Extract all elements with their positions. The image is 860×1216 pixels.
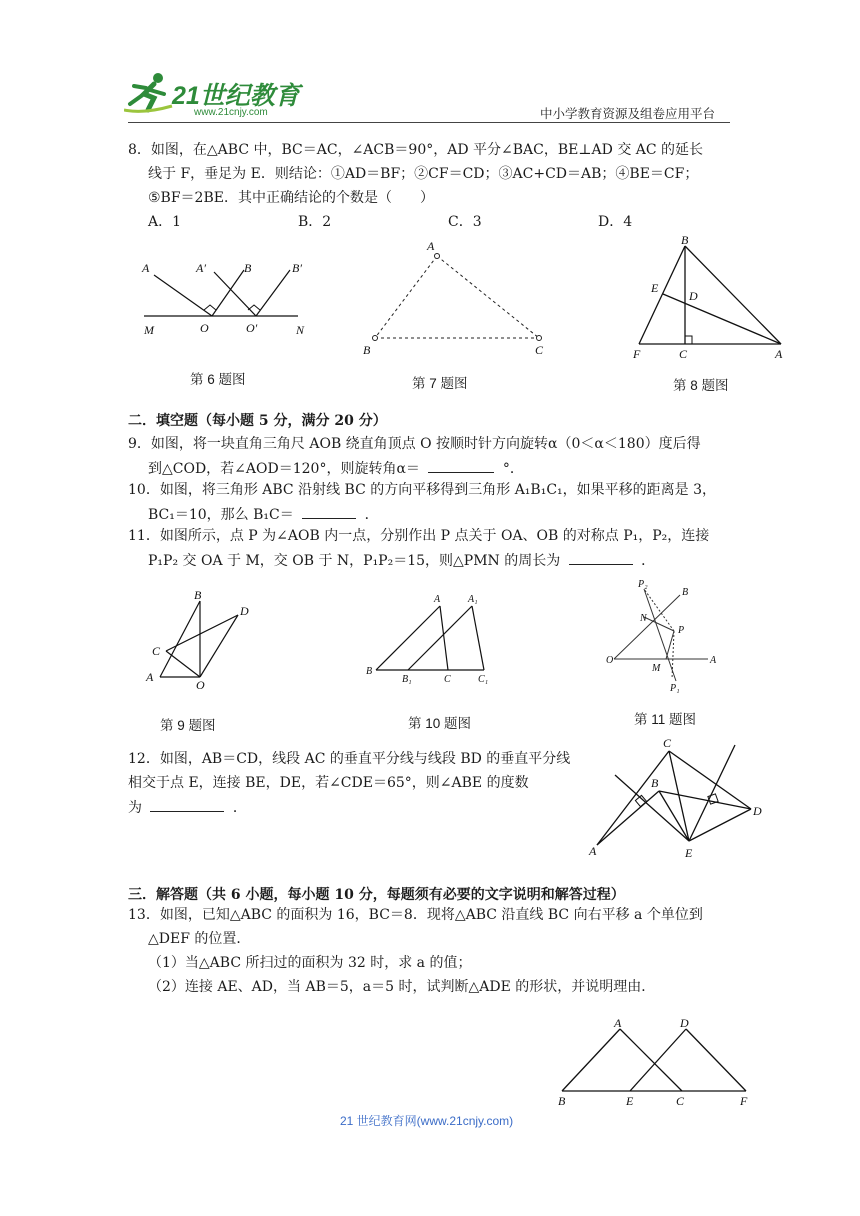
fig13-label-d: D bbox=[680, 1016, 689, 1030]
fig11-label-p1: P₁ bbox=[670, 683, 680, 694]
fig10-label-c1: C₁ bbox=[478, 674, 489, 685]
fig6-label-b: B bbox=[244, 261, 252, 275]
q9-line1: 9．如图，将一块直角三角尺 AOB 绕直角顶点 O 按顺时针方向旋转α（0＜α＜180）度后得 bbox=[128, 436, 701, 452]
section3-title: 三．解答题（共 6 小题，每小题 10 分，每题须有必要的文字说明和解答过程） bbox=[128, 887, 625, 903]
fig12-label-d: D bbox=[753, 804, 762, 818]
q12-line2: 相交于点 E，连接 BE，DE，若∠CDE＝65°，则∠ABE 的度数 bbox=[128, 775, 529, 791]
q13-line2: △DEF 的位置． bbox=[148, 931, 251, 947]
fig8-label-e: E bbox=[651, 281, 659, 295]
fig11-label-b: B bbox=[682, 587, 689, 598]
fig6-label-b-prime: B′ bbox=[292, 261, 302, 275]
figure-13 bbox=[550, 1015, 760, 1110]
fig10-caption: 第 10 题图 bbox=[408, 716, 472, 731]
figure-9 bbox=[140, 585, 260, 690]
fig6-label-n: N bbox=[296, 323, 305, 337]
header-divider bbox=[128, 122, 730, 123]
q10 bbox=[128, 478, 748, 527]
fig11-label-p: P bbox=[678, 625, 685, 636]
fig11-label-p2: P₂ bbox=[638, 579, 648, 590]
q12 bbox=[128, 747, 598, 820]
fig9-label-c: C bbox=[152, 644, 161, 658]
fig7-label-a: A bbox=[427, 239, 435, 253]
fig11-label-o: O bbox=[606, 655, 614, 666]
fig13-label-b: B bbox=[558, 1094, 566, 1108]
q11 bbox=[128, 524, 748, 573]
q11-line2-end: ． bbox=[641, 553, 656, 569]
fig11-label-n: N bbox=[640, 613, 647, 624]
q8-options bbox=[128, 210, 738, 234]
fig12-label-c: C bbox=[663, 736, 672, 750]
q12-answer-blank[interactable] bbox=[150, 795, 224, 812]
q9 bbox=[128, 432, 748, 481]
logo-url: www.21cnjy.com bbox=[194, 107, 268, 118]
fig12-label-b: B bbox=[651, 776, 659, 790]
q9-line2-text: 到△COD，若∠AOD＝120°，则旋转角α＝ bbox=[148, 461, 420, 477]
q12-line1: 12．如图，AB＝CD，线段 AC 的垂直平分线与线段 BD 的垂直平分线 bbox=[128, 751, 571, 767]
q12-line3 bbox=[128, 795, 598, 820]
fig6-label-a: A bbox=[142, 261, 150, 275]
fig11-label-a: A bbox=[710, 655, 717, 666]
figure-7 bbox=[355, 232, 555, 362]
fig10-label-b: B bbox=[366, 666, 373, 677]
fig7-caption: 第 7 题图 bbox=[412, 376, 468, 391]
fig9-caption: 第 9 题图 bbox=[160, 718, 216, 733]
q10-line1: 10．如图，将三角形 ABC 沿射线 BC 的方向平移得到三角形 A₁B₁C₁，如果平移的距离是 3， bbox=[128, 482, 716, 498]
runner-logo-icon bbox=[124, 70, 176, 116]
fig13-label-c: C bbox=[676, 1094, 685, 1108]
footer-link[interactable]: 21 世纪教育网(www.21cnjy.com) bbox=[340, 1114, 514, 1128]
q8-line3: ⑤BF＝2BE．其中正确结论的个数是（ ） bbox=[148, 190, 434, 206]
fig7-label-b: B bbox=[363, 343, 371, 357]
fig8-label-a: A bbox=[775, 347, 783, 361]
fig6-label-a-prime: A′ bbox=[196, 261, 206, 275]
q8-option-b: B．2 bbox=[298, 214, 332, 230]
fig12-label-a: A bbox=[589, 844, 597, 858]
fig10-label-a: A bbox=[434, 594, 441, 605]
q11-line1: 11．如图所示，点 P 为∠AOB 内一点，分别作出 P 点关于 OA、OB 的对称点 P₁，P₂，连接 bbox=[128, 528, 710, 544]
fig13-label-f: F bbox=[740, 1094, 748, 1108]
fig12-label-e: E bbox=[685, 846, 693, 860]
q12-line3-end: ． bbox=[232, 800, 247, 816]
fig13-label-a: A bbox=[614, 1016, 622, 1030]
q8-line1: 8．如图，在△ABC 中，BC＝AC，∠ACB＝90°，AD 平分∠BAC，BE⊥AD 交 AC 的延长 bbox=[128, 142, 704, 158]
figure-10 bbox=[360, 590, 500, 690]
q10-line2-text: BC₁＝10，那么 B₁C＝ bbox=[148, 507, 294, 523]
fig8-caption: 第 8 题图 bbox=[673, 378, 729, 393]
fig11-caption: 第 11 题图 bbox=[634, 712, 697, 727]
fig6-label-m: M bbox=[144, 323, 154, 337]
fig8-label-f: F bbox=[633, 347, 641, 361]
fig10-label-b1: B₁ bbox=[402, 674, 412, 685]
q11-line2 bbox=[128, 548, 748, 573]
fig9-label-b: B bbox=[194, 588, 202, 602]
fig9-label-a: A bbox=[146, 670, 154, 684]
fig6-label-o: O bbox=[200, 321, 209, 335]
header-right-text: 中小学教育资源及组卷应用平台 bbox=[540, 107, 716, 121]
q8-option-c: C．3 bbox=[448, 214, 482, 230]
q13-part2: （2）连接 AE、AD，当 AB＝5，a＝5 时，试判断△ADE 的形状，并说明理由． bbox=[148, 979, 656, 995]
q13 bbox=[128, 903, 748, 999]
fig8-label-b: B bbox=[681, 233, 689, 247]
figure-8 bbox=[625, 232, 795, 362]
q11-answer-blank[interactable] bbox=[569, 548, 633, 565]
q9-line2-end: °． bbox=[502, 461, 524, 477]
fig8-label-d: D bbox=[689, 289, 698, 303]
q13-part1: （1）当△ABC 所扫过的面积为 32 时，求 a 的值； bbox=[148, 955, 472, 971]
fig9-label-o: O bbox=[196, 678, 205, 690]
fig13-label-e: E bbox=[626, 1094, 634, 1108]
q8-option-a: A．1 bbox=[148, 214, 182, 230]
q12-line3-text: 为 bbox=[128, 800, 142, 816]
q8-line2: 线于 F，垂足为 E．则结论：①AD＝BF；②CF＝CD；③AC+CD＝AB；④BE＝CF； bbox=[148, 166, 699, 182]
fig6-caption: 第 6 题图 bbox=[190, 372, 246, 387]
fig9-label-d: D bbox=[240, 604, 249, 618]
q8-option-d: D．4 bbox=[598, 214, 633, 230]
logo-name: 21世纪教育 bbox=[172, 82, 300, 110]
header bbox=[0, 0, 860, 130]
fig8-label-c: C bbox=[679, 347, 688, 361]
fig10-label-a1: A₁ bbox=[468, 594, 478, 605]
section2-title: 二．填空题（每小题 5 分，满分 20 分） bbox=[128, 413, 387, 429]
figure-12 bbox=[585, 735, 765, 860]
logo bbox=[124, 70, 300, 120]
figure-6 bbox=[130, 250, 330, 340]
q10-line2-end: ． bbox=[364, 507, 379, 523]
q11-line2-text: P₁P₂ 交 OA 于 M，交 OB 于 N，P₁P₂＝15，则△PMN 的周长为 bbox=[148, 553, 561, 569]
figure-11 bbox=[600, 575, 730, 700]
q13-line1: 13．如图，已知△ABC 的面积为 16，BC＝8．现将△ABC 沿直线 BC 向右平移 a 个单位到 bbox=[128, 907, 703, 923]
q8 bbox=[128, 138, 738, 234]
q9-answer-blank[interactable] bbox=[428, 456, 494, 473]
fig10-label-c: C bbox=[444, 674, 451, 685]
fig11-label-m: M bbox=[652, 663, 661, 674]
q10-answer-blank[interactable] bbox=[302, 502, 356, 519]
fig6-label-o-prime: O′ bbox=[246, 321, 258, 335]
fig7-label-c: C bbox=[535, 343, 544, 357]
